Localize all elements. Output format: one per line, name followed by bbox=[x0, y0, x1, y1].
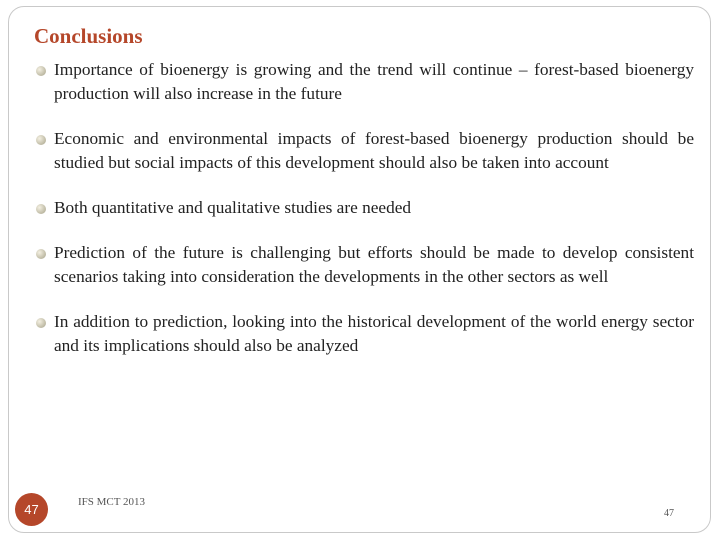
bullet-icon bbox=[36, 66, 46, 76]
bullet-text: Prediction of the future is challenging but efforts should be made to develop consistent scenarios taking into consideration the developments in the other sectors as well bbox=[54, 243, 694, 286]
bullet-list bbox=[34, 58, 694, 379]
bullet-item bbox=[34, 127, 694, 175]
bullet-icon bbox=[36, 249, 46, 259]
slide-number-badge: 47 bbox=[15, 493, 48, 526]
bullet-text: Economic and environmental impacts of forest-based bioenergy production should be studied but social impacts of this development should also be taken into account bbox=[54, 129, 694, 172]
bullet-icon bbox=[36, 318, 46, 328]
bullet-text: In addition to prediction, looking into the historical development of the world energy sector and its implications should also be analyzed bbox=[54, 312, 694, 355]
bullet-text: Both quantitative and qualitative studies are needed bbox=[54, 198, 412, 217]
bullet-item bbox=[34, 58, 694, 106]
bullet-icon bbox=[36, 204, 46, 214]
bullet-item bbox=[34, 196, 694, 220]
slide-title: Conclusions bbox=[34, 24, 143, 48]
footer-text: IFS MCT 2013 bbox=[78, 496, 146, 508]
bullet-icon bbox=[36, 135, 46, 145]
bullet-item bbox=[34, 241, 694, 289]
page-number: 47 bbox=[664, 508, 674, 519]
bullet-item bbox=[34, 310, 694, 358]
bullet-text: Importance of bioenergy is growing and the trend will continue – forest-based bioenergy production will also increase in the future bbox=[54, 60, 694, 103]
